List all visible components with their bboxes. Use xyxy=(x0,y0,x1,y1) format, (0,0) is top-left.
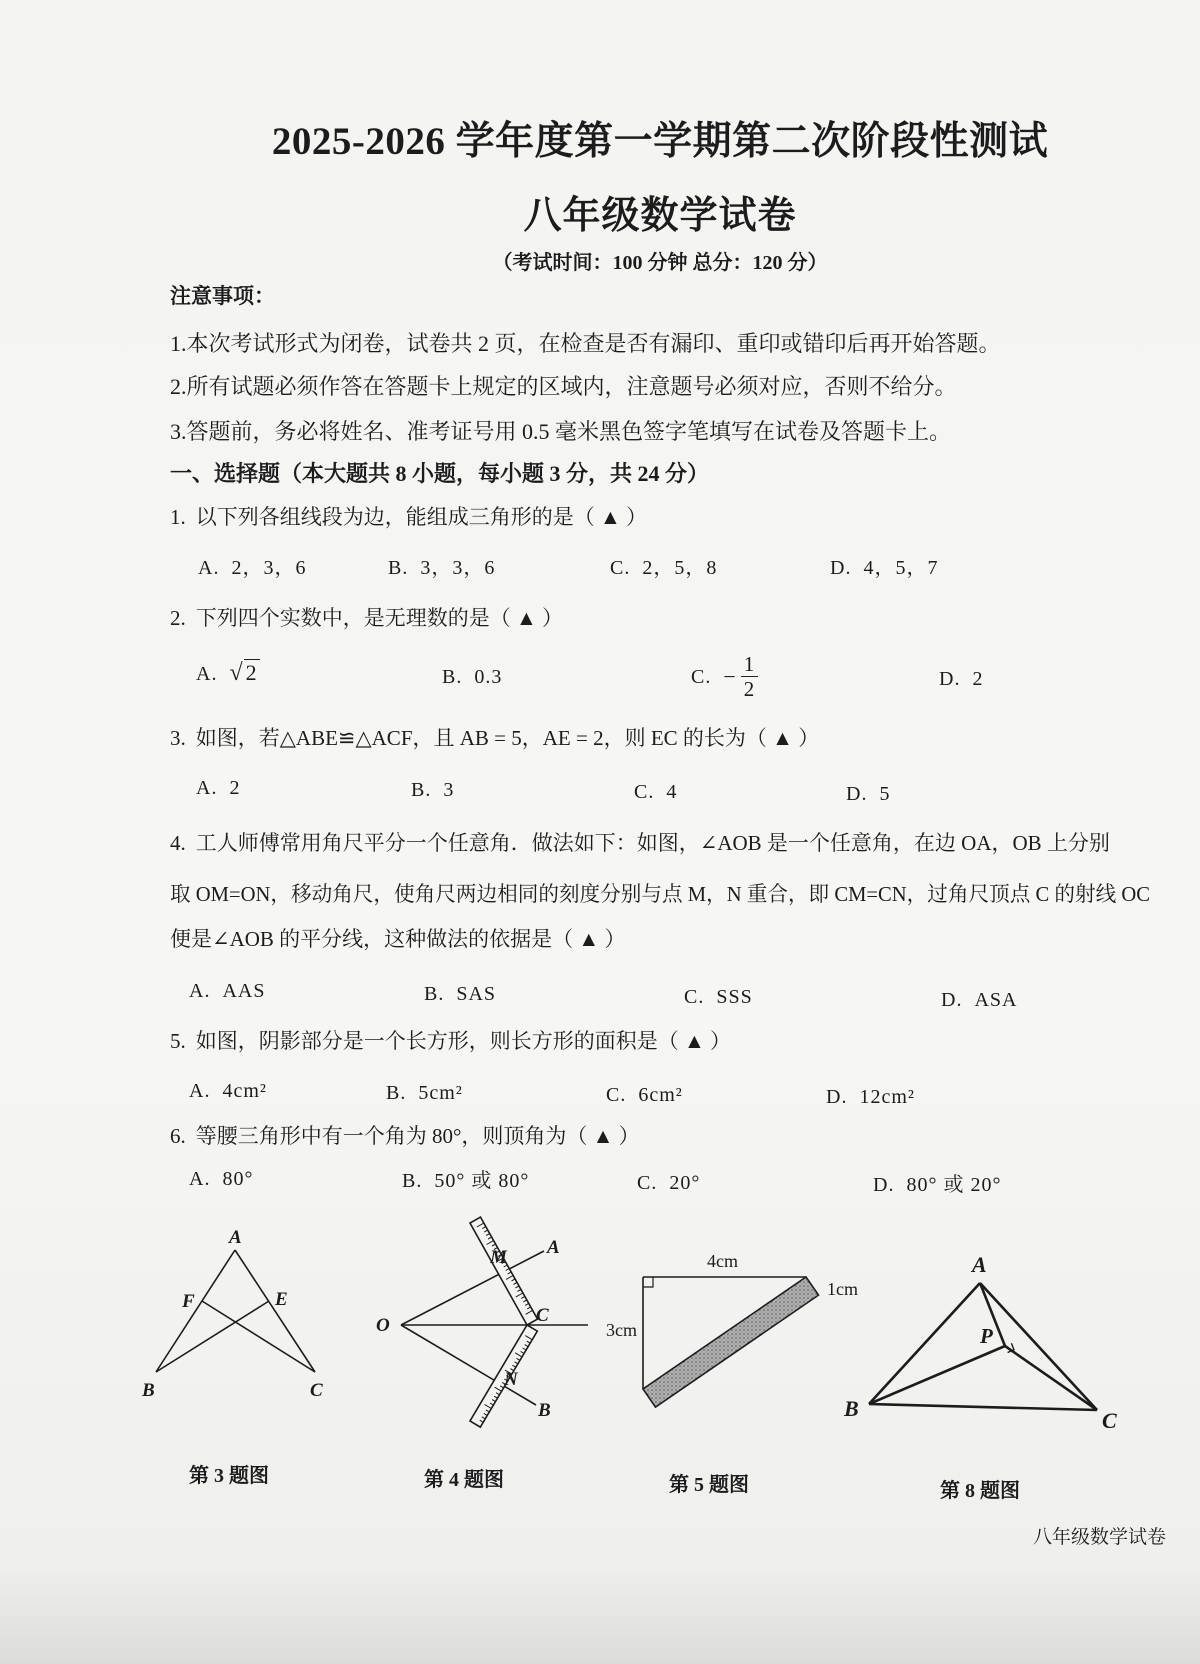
fig8-label-c: C xyxy=(1102,1408,1117,1433)
option-text: 2，5，8 xyxy=(642,557,718,579)
fraction-denominator: 2 xyxy=(743,677,756,701)
option-label: C. xyxy=(691,665,712,688)
option-text: 4，5，7 xyxy=(863,557,939,579)
q6-option-a xyxy=(189,1166,253,1192)
q2-option-b xyxy=(442,664,502,690)
question-number: 1. xyxy=(170,505,186,529)
notice-item-2: 2.所有试题必须作答在答题卡上规定的区域内，注意题号必须对应，否则不给分。 xyxy=(170,374,957,399)
option-text: 3，3，6 xyxy=(420,557,496,579)
option-text: AAS xyxy=(222,980,266,1002)
radicand: 2 xyxy=(245,660,258,685)
question-number: 5. xyxy=(170,1029,186,1053)
minus-sign: − xyxy=(723,663,737,689)
q6-option-b xyxy=(402,1168,529,1194)
question-3 xyxy=(170,725,819,751)
figure-4-caption: 第 4 题图 xyxy=(424,1469,504,1491)
segment-ab xyxy=(156,1250,235,1372)
option-text: 6cm² xyxy=(638,1084,683,1106)
option-label: C. xyxy=(606,1084,627,1106)
option-text: 50° 或 80° xyxy=(434,1170,530,1192)
option-text: 0.3 xyxy=(474,666,503,688)
option-label: A. xyxy=(196,663,218,685)
figure-5-caption: 第 5 题图 xyxy=(669,1474,749,1496)
question-number: 4. xyxy=(170,831,186,855)
page-footer: 八年级数学试卷 xyxy=(1033,1527,1167,1548)
fig8-label-a: A xyxy=(972,1252,987,1277)
question-stem: 如图，若△ABE≌△ACF，且 AB = 5，AE = 2，则 EC 的长为（ ▲ ） xyxy=(195,726,820,750)
option-text: 12cm² xyxy=(859,1086,915,1108)
option-text: ASA xyxy=(974,989,1018,1011)
question-1 xyxy=(170,504,647,530)
q3-option-d xyxy=(846,781,890,807)
question-stem: 等腰三角形中有一个角为 80°，则顶角为（ ▲ ） xyxy=(195,1124,640,1148)
question-4-line-1 xyxy=(170,830,1110,856)
question-stem: 如图，阴影部分是一个长方形，则长方形的面积是（ ▲ ） xyxy=(195,1029,732,1053)
square-root xyxy=(229,660,259,686)
figure-8-triangle xyxy=(840,1250,1130,1435)
option-label: D. xyxy=(830,557,852,579)
figure-5-shaded-rectangle xyxy=(595,1245,880,1420)
figure-3-caption: 第 3 题图 xyxy=(189,1465,269,1487)
option-text: 5cm² xyxy=(418,1082,463,1104)
fig5-label-top: 4cm xyxy=(707,1251,738,1271)
question-stem: 工人师傅常用角尺平分一个任意角．做法如下：如图，∠AOB 是一个任意角，在边 OA，OB 上分别 xyxy=(195,831,1110,855)
option-label: B. xyxy=(442,666,463,688)
segment-ab xyxy=(869,1283,980,1404)
q3-option-b xyxy=(411,777,454,803)
option-label: B. xyxy=(402,1170,423,1192)
q1-option-a xyxy=(198,555,306,581)
option-label: D. xyxy=(939,668,961,690)
q1-option-c xyxy=(610,555,717,581)
radical-sign: √ xyxy=(229,660,244,686)
segment-pc xyxy=(1005,1346,1097,1410)
q5-option-c xyxy=(606,1082,683,1108)
fig5-label-left: 3cm xyxy=(606,1320,637,1340)
option-text: 2 xyxy=(229,777,241,799)
fig4-label-a: A xyxy=(547,1237,560,1258)
question-6 xyxy=(170,1123,640,1149)
option-label: D. xyxy=(941,989,963,1011)
segment-bp xyxy=(869,1346,1005,1404)
fig3-label-e: E xyxy=(275,1289,288,1310)
q4-option-d xyxy=(941,987,1017,1013)
option-text: 20° xyxy=(669,1172,701,1194)
fig3-label-a: A xyxy=(229,1230,242,1248)
fig8-label-p: P xyxy=(980,1324,993,1348)
q4-option-b xyxy=(424,981,496,1007)
fig5-label-width: 1cm xyxy=(827,1279,858,1299)
q3-option-c xyxy=(634,779,677,805)
option-text: 80° 或 20° xyxy=(906,1174,1002,1196)
option-label: A. xyxy=(198,557,220,579)
option-label: A. xyxy=(189,980,211,1002)
option-label: A. xyxy=(189,1080,211,1102)
option-label: B. xyxy=(388,557,409,579)
question-4-line-3: 便是∠AOB 的平分线，这种做法的依据是（ ▲ ） xyxy=(170,927,626,951)
exam-info: （考试时间：100 分钟 总分：120 分） xyxy=(492,252,828,274)
segment-ac xyxy=(235,1250,315,1372)
option-label: B. xyxy=(411,779,432,801)
question-4-line-2: 取 OM=ON，移动角尺，使角尺两边相同的刻度分别与点 M，N 重合，即 CM=CN，过角尺顶点 C 的射线 OC xyxy=(170,882,1151,906)
q1-option-d xyxy=(830,555,938,581)
option-text: SSS xyxy=(716,986,753,1008)
option-label: C. xyxy=(684,986,705,1008)
option-label: D. xyxy=(846,783,868,805)
fig4-label-b: B xyxy=(538,1400,551,1421)
notice-item-3: 3.答题前，务必将姓名、准考证号用 0.5 毫米黑色签字笔填写在试卷及答题卡上。 xyxy=(170,419,952,444)
fig4-label-m: M xyxy=(490,1247,507,1268)
option-text: 4cm² xyxy=(222,1080,267,1102)
q4-option-c xyxy=(684,984,753,1010)
fig4-label-c: C xyxy=(536,1305,549,1326)
q2-option-a xyxy=(196,660,260,687)
fraction xyxy=(741,652,759,701)
q1-option-b xyxy=(388,555,495,581)
option-label: A. xyxy=(196,777,218,799)
fraction-expression xyxy=(691,652,758,701)
question-number: 3. xyxy=(170,726,186,750)
option-text: 2 xyxy=(972,668,984,690)
segment-ac xyxy=(980,1283,1097,1410)
fig3-label-f: F xyxy=(182,1291,195,1312)
q6-option-d xyxy=(873,1172,1001,1198)
question-stem: 以下列各组线段为边，能组成三角形的是（ ▲ ） xyxy=(195,505,648,529)
question-number: 6. xyxy=(170,1124,186,1148)
right-angle-mark xyxy=(643,1277,653,1287)
question-5 xyxy=(170,1028,731,1054)
fig3-label-b: B xyxy=(142,1380,155,1401)
question-number: 2. xyxy=(170,606,186,630)
option-label: C. xyxy=(634,781,655,803)
fig4-label-o: O xyxy=(376,1315,390,1336)
q4-option-a xyxy=(189,978,265,1004)
option-label: C. xyxy=(610,557,631,579)
exam-subtitle: 八年级数学试卷 xyxy=(523,195,797,237)
fig8-label-b: B xyxy=(844,1396,859,1421)
q5-option-b xyxy=(386,1080,463,1106)
notice-heading: 注意事项： xyxy=(170,284,275,308)
option-label: C. xyxy=(637,1172,658,1194)
figure-4-angle-bisector xyxy=(370,1215,600,1435)
fig3-label-c: C xyxy=(310,1380,323,1401)
exam-title: 2025-2026 学年度第一学期第二次阶段性测试 xyxy=(271,120,1049,163)
q2-option-d xyxy=(939,666,983,692)
option-text: 5 xyxy=(879,783,891,805)
option-label: B. xyxy=(386,1082,407,1104)
option-text: 3 xyxy=(443,779,455,801)
notice-item-1: 1.本次考试形式为闭卷，试卷共 2 页，在检查是否有漏印、重印或错印后再开始答题。 xyxy=(170,331,1001,356)
figure-3-triangle xyxy=(140,1230,340,1405)
section-heading: 一、选择题（本大题共 8 小题，每小题 3 分，共 24 分） xyxy=(170,461,710,486)
fig4-label-n: N xyxy=(504,1369,518,1390)
q5-option-d xyxy=(826,1084,915,1110)
q2-option-c xyxy=(691,652,758,701)
fraction-numerator: 1 xyxy=(741,652,759,677)
option-label: D. xyxy=(873,1174,895,1196)
option-text: 2，3，6 xyxy=(231,557,307,579)
question-stem: 下列四个实数中，是无理数的是（ ▲ ） xyxy=(195,606,564,630)
segment-bc xyxy=(869,1404,1097,1410)
figure-8-caption: 第 8 题图 xyxy=(940,1480,1020,1502)
segment-be xyxy=(156,1301,269,1372)
option-text: 4 xyxy=(666,781,678,803)
option-text: 80° xyxy=(222,1168,254,1190)
q6-option-c xyxy=(637,1170,700,1196)
option-label: D. xyxy=(826,1086,848,1108)
shaded-rectangle xyxy=(643,1277,819,1407)
option-label: A. xyxy=(189,1168,211,1190)
q3-option-a xyxy=(196,775,240,801)
segment-cf xyxy=(202,1301,315,1372)
option-label: B. xyxy=(424,983,445,1005)
q5-option-a xyxy=(189,1078,267,1104)
option-text: SAS xyxy=(456,983,497,1005)
question-2 xyxy=(170,605,563,631)
